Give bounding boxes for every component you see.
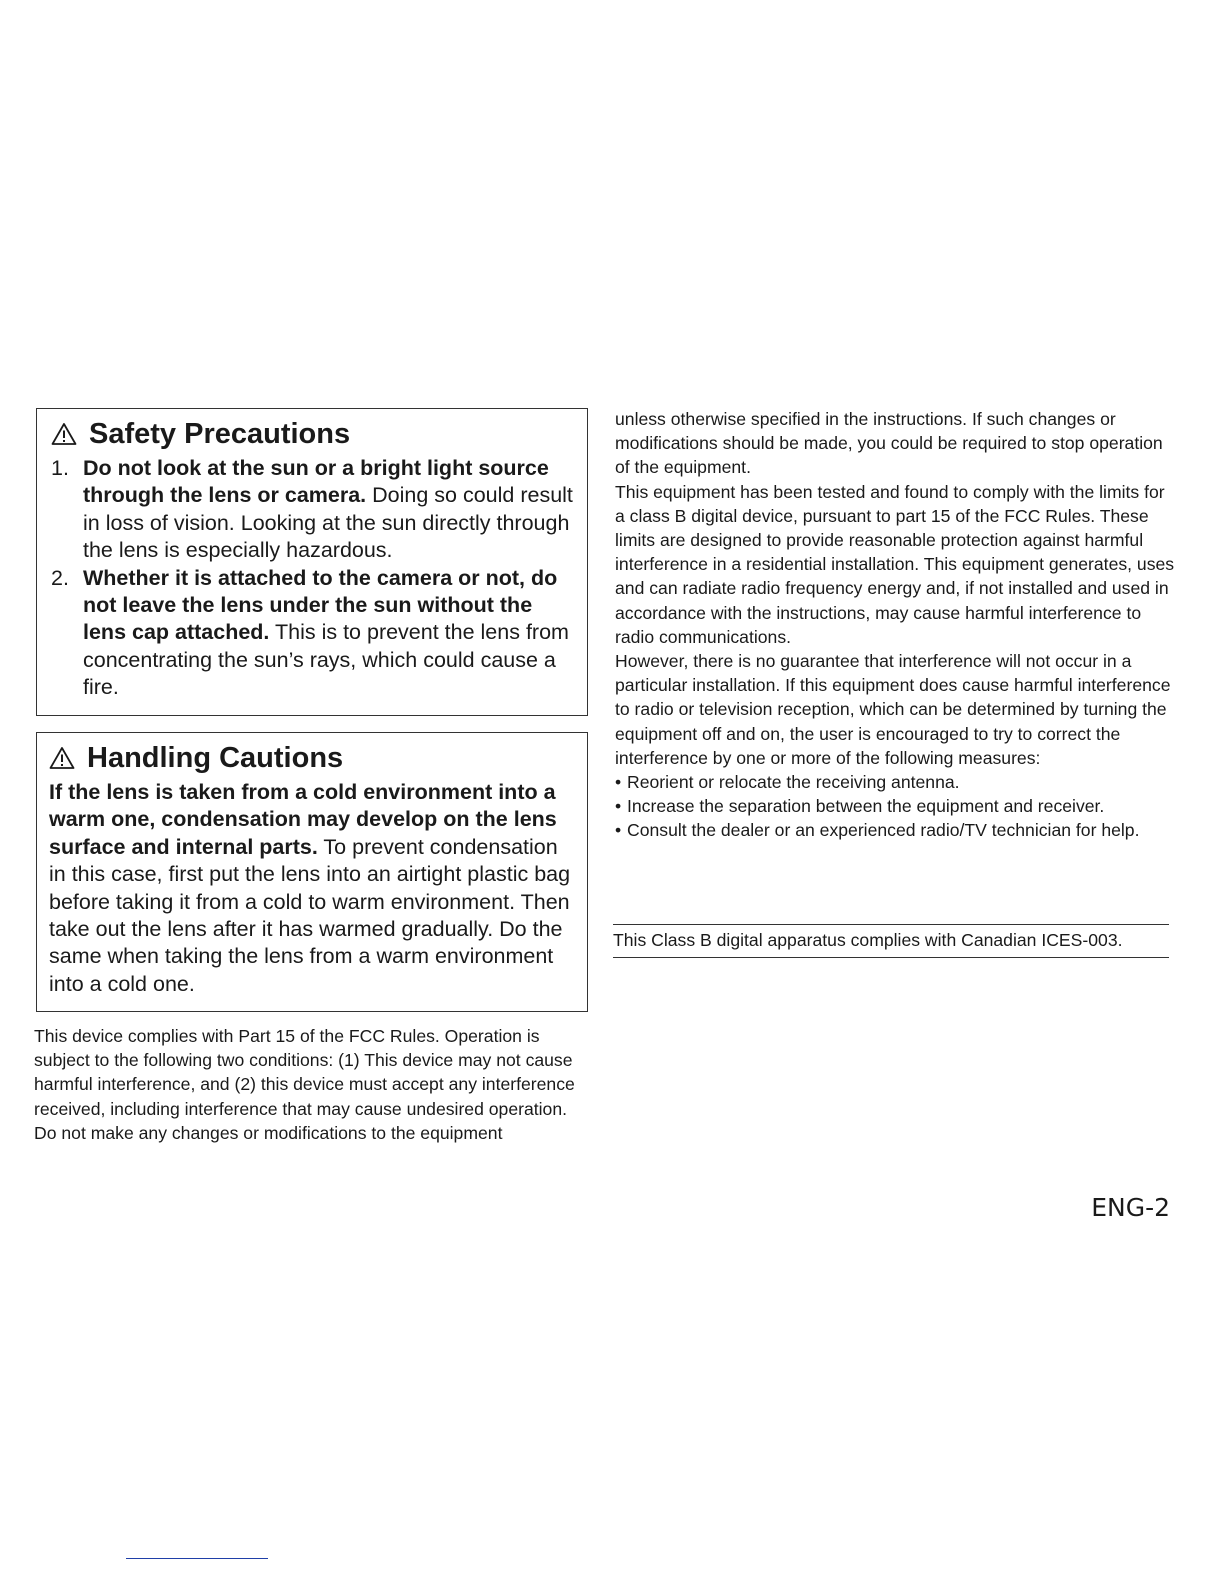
handling-paragraph — [49, 779, 575, 998]
handling-text: To prevent condensation in this case, first put the lens into an airtight plastic bag before taking it from a cold to warm environment. Then take out the lens after it has warmed gradually. Do the same when taking the lens from a warm environment into a cold one. — [49, 834, 571, 996]
safety-item-bold: Do not look at the sun or a bright light source through the lens or camera. — [83, 456, 549, 508]
safety-item-bold: Whether it is attached to the camera or not, do not leave the lens under the sun without the lens cap attached. — [83, 565, 558, 645]
safety-item-number: 2. — [51, 565, 69, 590]
fcc-paragraph: unless otherwise specified in the instructions. If such changes or modifications should be made, you could be required to stop operation of the equipment. — [615, 409, 1163, 478]
footer-divider — [126, 1558, 268, 1559]
safety-item — [51, 455, 573, 565]
safety-item — [51, 565, 573, 702]
handling-cautions-box — [36, 732, 588, 1012]
ices-statement: This Class B digital apparatus complies with Canadian ICES-003. — [613, 924, 1169, 958]
handling-title: Handling Cautions — [87, 742, 344, 774]
safety-item-text: Doing so could result in loss of vision. Looking at the sun directly through the lens is especially hazardous. — [83, 483, 573, 563]
fcc-paragraph: Do not make any changes or modifications to the equipment — [34, 1122, 503, 1143]
measure-item: • Consult the dealer or an experienced radio/TV technician for help. — [615, 818, 1175, 842]
measures-list — [615, 770, 1175, 843]
page-number: ENG-2 — [1091, 1193, 1170, 1222]
safety-list — [51, 455, 573, 702]
safety-title: Safety Precautions — [89, 418, 351, 450]
warning-triangle-icon — [49, 746, 75, 770]
safety-title-row — [51, 417, 573, 451]
measure-item: • Reorient or relocate the receiving antenna. — [615, 770, 1175, 794]
fcc-paragraph: This equipment has been tested and found to comply with the limits for a class B digital device, pursuant to part 15 of the FCC Rules. These limits are designed to provide reasonable protection against harmful interference in a residential installation. This equipment generates, uses and can radiate radio frequency energy and, if not installed and used in accordance with the instructions, may cause harmful interference to radio communications. — [615, 481, 1175, 647]
fcc-statement-right — [615, 407, 1175, 843]
safety-precautions-box — [36, 408, 588, 716]
fcc-paragraph: However, there is no guarantee that interference will not occur in a particular installation. If this equipment does cause harmful interference to radio or television reception, which can be determined by turning the equipment off and on, the user is encouraged to try to correct the interference by one or more of the following measures: — [615, 651, 1171, 768]
safety-item-text: This is to prevent the lens from concentrating the sun’s rays, which could cause a fire. — [83, 620, 569, 700]
measure-item: • Increase the separation between the equipment and receiver. — [615, 794, 1175, 818]
safety-item-number: 1. — [51, 456, 69, 480]
fcc-paragraph: This device complies with Part 15 of the FCC Rules. Operation is subject to the following two conditions: (1) This device may not cause harmful interference, and (2) this device must accept any interference received, including interference that may cause undesired operation. — [34, 1026, 575, 1119]
fcc-statement-left — [34, 1024, 589, 1145]
warning-triangle-icon — [51, 422, 77, 446]
handling-bold: If the lens is taken from a cold environment into a warm one, condensation may develop on the lens surface and internal parts. — [49, 780, 557, 859]
handling-title-row — [49, 741, 575, 775]
